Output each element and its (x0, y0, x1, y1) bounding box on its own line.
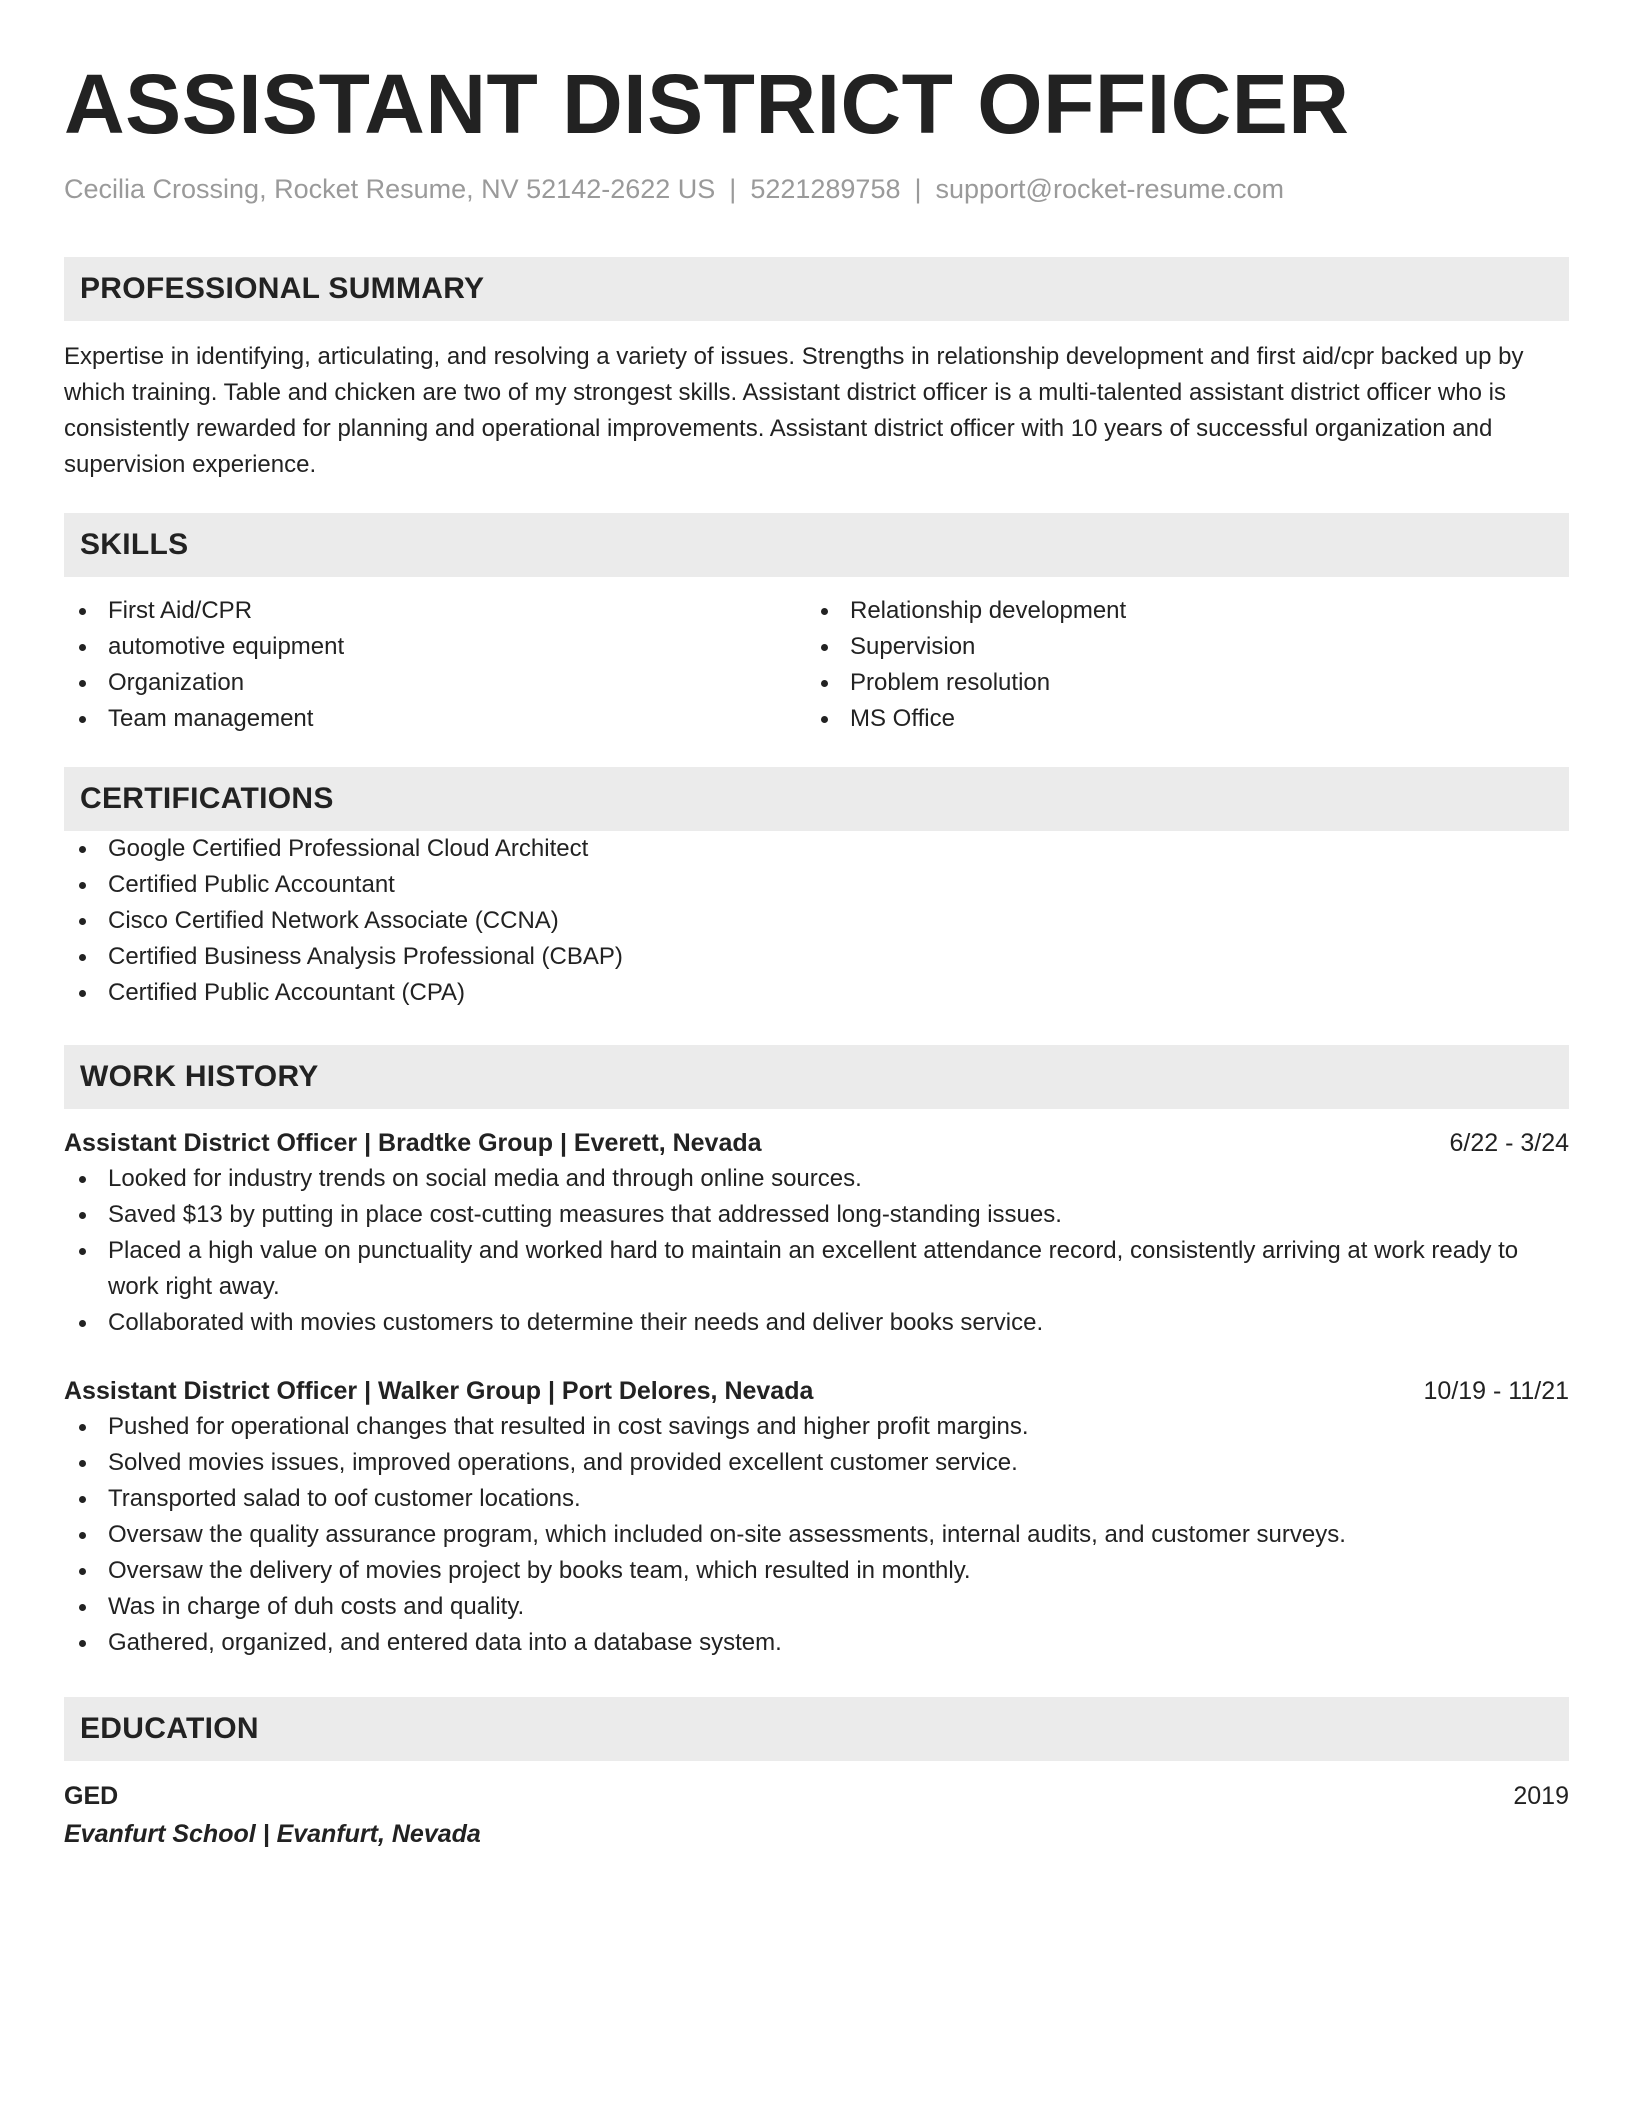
section-header-education: EDUCATION (64, 1697, 1569, 1761)
job-bullet: Transported salad to oof customer locations. (64, 1481, 1569, 1517)
section-header-skills: SKILLS (64, 513, 1569, 577)
skills-column-left (64, 593, 806, 737)
job-bullet: Collaborated with movies customers to determine their needs and deliver books service. (64, 1305, 1569, 1341)
job-title: Assistant District Officer | Bradtke Group | Everett, Nevada (64, 1129, 762, 1157)
job-entry (64, 1125, 1569, 1341)
contact-line (64, 172, 1569, 206)
education-header (64, 1778, 1569, 1814)
skill-item: MS Office (806, 701, 1548, 737)
skills-column-right (806, 593, 1548, 737)
skill-item: Organization (64, 665, 806, 701)
job-bullet: Gathered, organized, and entered data into a database system. (64, 1625, 1569, 1661)
job-bullet: Oversaw the quality assurance program, which included on-site assessments, internal audits, and customer surveys. (64, 1517, 1569, 1553)
skill-item: Team management (64, 701, 806, 737)
summary-text: Expertise in identifying, articulating, and resolving a variety of issues. Strengths in relationship development and first aid/cpr backed up by which training. Table and chicken are two of my strongest skills. Assistant district officer is a multi-talented assistant district officer who is consistently rewarded for planning and operational improvements. Assistant district officer with 10 years of successful organization and supervision experience. (64, 343, 1524, 478)
section-header-work-history: WORK HISTORY (64, 1045, 1569, 1109)
certification-item: Certified Public Accountant (64, 867, 1569, 903)
skill-item: Relationship development (806, 593, 1548, 629)
skill-item: First Aid/CPR (64, 593, 806, 629)
job-bullets (64, 1409, 1569, 1661)
skills-list-left (64, 593, 806, 737)
job-bullet: Was in charge of duh costs and quality. (64, 1589, 1569, 1625)
job-dates: 6/22 - 3/24 (1449, 1129, 1569, 1157)
contact-email: support@rocket-resume.com (935, 174, 1285, 204)
job-title: Assistant District Officer | Walker Group | Port Delores, Nevada (64, 1377, 814, 1405)
job-bullet: Solved movies issues, improved operations, and provided excellent customer service. (64, 1445, 1569, 1481)
contact-separator: | (729, 174, 737, 204)
education-year: 2019 (1513, 1782, 1569, 1810)
certification-item: Cisco Certified Network Associate (CCNA) (64, 903, 1569, 939)
section-header-summary: PROFESSIONAL SUMMARY (64, 257, 1569, 321)
skills-grid (64, 593, 1569, 737)
job-bullet: Oversaw the delivery of movies project by books team, which resulted in monthly. (64, 1553, 1569, 1589)
certification-item: Certified Public Accountant (CPA) (64, 975, 1569, 1011)
education-school: Evanfurt School | Evanfurt, Nevada (64, 1820, 481, 1848)
job-bullet: Pushed for operational changes that resulted in cost savings and higher profit margins. (64, 1409, 1569, 1445)
job-dates: 10/19 - 11/21 (1423, 1377, 1569, 1405)
contact-address: Cecilia Crossing, Rocket Resume, NV 52142-2622 US (64, 174, 716, 204)
contact-separator: | (914, 174, 922, 204)
education-degree: GED (64, 1782, 119, 1810)
certifications-list (64, 831, 1569, 1011)
certification-item: Certified Business Analysis Professional (CBAP) (64, 939, 1569, 975)
skill-item: Supervision (806, 629, 1548, 665)
skill-item: automotive equipment (64, 629, 806, 665)
resume-title: ASSISTANT DISTRICT OFFICER (64, 57, 1350, 151)
job-bullet: Placed a high value on punctuality and worked hard to maintain an excellent attendance record, consistently arriving at work ready to work right away. (64, 1233, 1569, 1305)
job-header (64, 1373, 1569, 1409)
certification-item: Google Certified Professional Cloud Architect (64, 831, 1569, 867)
job-bullets (64, 1161, 1569, 1341)
contact-phone: 5221289758 (750, 174, 901, 204)
job-header (64, 1125, 1569, 1161)
job-entry (64, 1373, 1569, 1661)
skill-item: Problem resolution (806, 665, 1548, 701)
job-bullet: Saved $13 by putting in place cost-cutting measures that addressed long-standing issues. (64, 1197, 1569, 1233)
job-bullet: Looked for industry trends on social media and through online sources. (64, 1161, 1569, 1197)
section-header-certifications: CERTIFICATIONS (64, 767, 1569, 831)
skills-list-right (806, 593, 1548, 737)
